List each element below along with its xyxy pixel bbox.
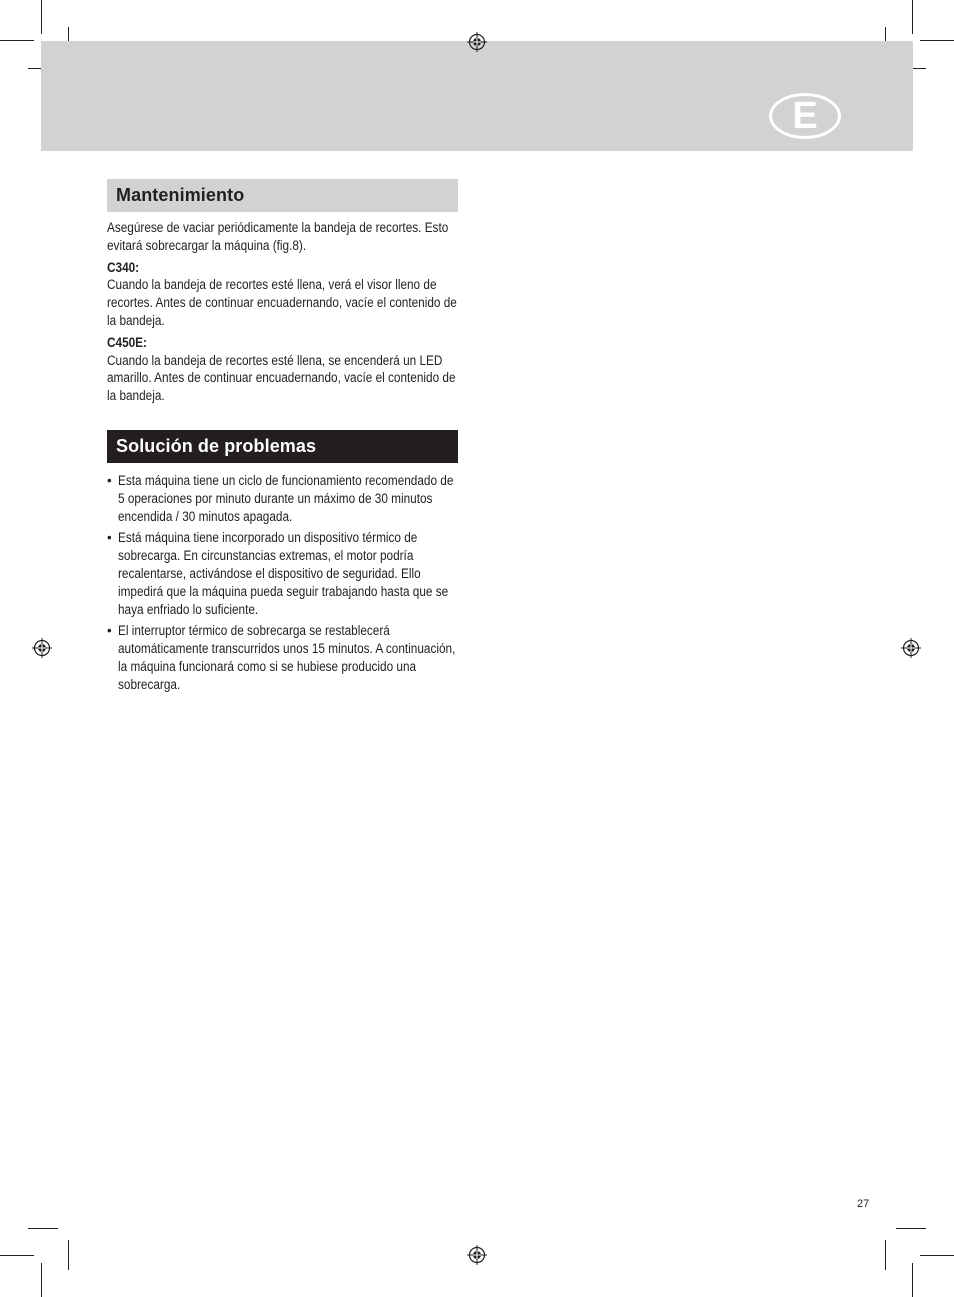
crop-mark bbox=[896, 1228, 926, 1229]
crop-mark bbox=[920, 1255, 954, 1256]
list-item bbox=[107, 472, 458, 525]
crop-mark bbox=[912, 0, 913, 34]
model-text-c340: Cuando la bandeja de recortes esté llena, verá el visor lleno de recortes. Antes de continuar encuadernando, vacíe el contenido de la bandeja. bbox=[107, 277, 457, 328]
crop-mark bbox=[885, 1240, 886, 1270]
section-heading-maintenance: Mantenimiento bbox=[107, 179, 458, 212]
bullet-icon: • bbox=[107, 530, 112, 546]
crop-mark bbox=[28, 1228, 58, 1229]
registration-mark-icon bbox=[467, 32, 487, 52]
maintenance-intro: Asegúrese de vaciar periódicamente la bandeja de recortes. Esto evitará sobrecargar la máquina (fig.8). bbox=[107, 220, 449, 253]
registration-mark-icon bbox=[32, 638, 52, 658]
header-band bbox=[41, 41, 913, 151]
crop-mark bbox=[68, 1240, 69, 1270]
model-text-c450e: Cuando la bandeja de recortes esté llena, se encenderá un LED amarillo. Antes de continuar encuadernando, vacíe el contenido de la bandeja. bbox=[107, 352, 456, 404]
bullet-icon: • bbox=[107, 472, 112, 488]
crop-mark bbox=[0, 40, 34, 41]
registration-mark-icon bbox=[901, 638, 921, 658]
crop-mark bbox=[920, 40, 954, 41]
section-heading-troubleshooting: Solución de problemas bbox=[107, 430, 458, 463]
language-badge: E bbox=[769, 93, 841, 139]
page-number: 27 bbox=[857, 1198, 870, 1210]
list-item-text: Esta máquina tiene un ciclo de funcionamiento recomendado de 5 operaciones por minuto durante un máximo de 30 minutos encendida / 30 minutos apagada. bbox=[118, 472, 454, 524]
registration-mark-icon bbox=[467, 1245, 487, 1265]
model-label-c450e: C450E: bbox=[107, 334, 147, 350]
list-item bbox=[107, 622, 458, 693]
bullet-icon: • bbox=[107, 623, 112, 639]
model-label-c340: C340: bbox=[107, 259, 140, 275]
list-item bbox=[107, 529, 458, 618]
content-column bbox=[107, 179, 458, 698]
list-item-text: El interruptor térmico de sobrecarga se restablecerá automáticamente transcurridos unos 15 minutos. A continuación, la máquina funcionará como si se hubiese producido una sobrecarga. bbox=[118, 623, 456, 692]
crop-mark bbox=[0, 1255, 34, 1256]
list-item-text: Está máquina tiene incorporado un dispositivo térmico de sobrecarga. En circunstancias extremas, el motor podría recalentarse, activándose el dispositivo de seguridad. Ello impedirá que la máquina pueda seguir trabajando hasta que se haya enfriado lo suficiente. bbox=[118, 530, 449, 617]
crop-mark bbox=[912, 1263, 913, 1297]
crop-mark bbox=[41, 1263, 42, 1297]
troubleshooting-list bbox=[107, 472, 458, 694]
crop-mark bbox=[41, 0, 42, 34]
